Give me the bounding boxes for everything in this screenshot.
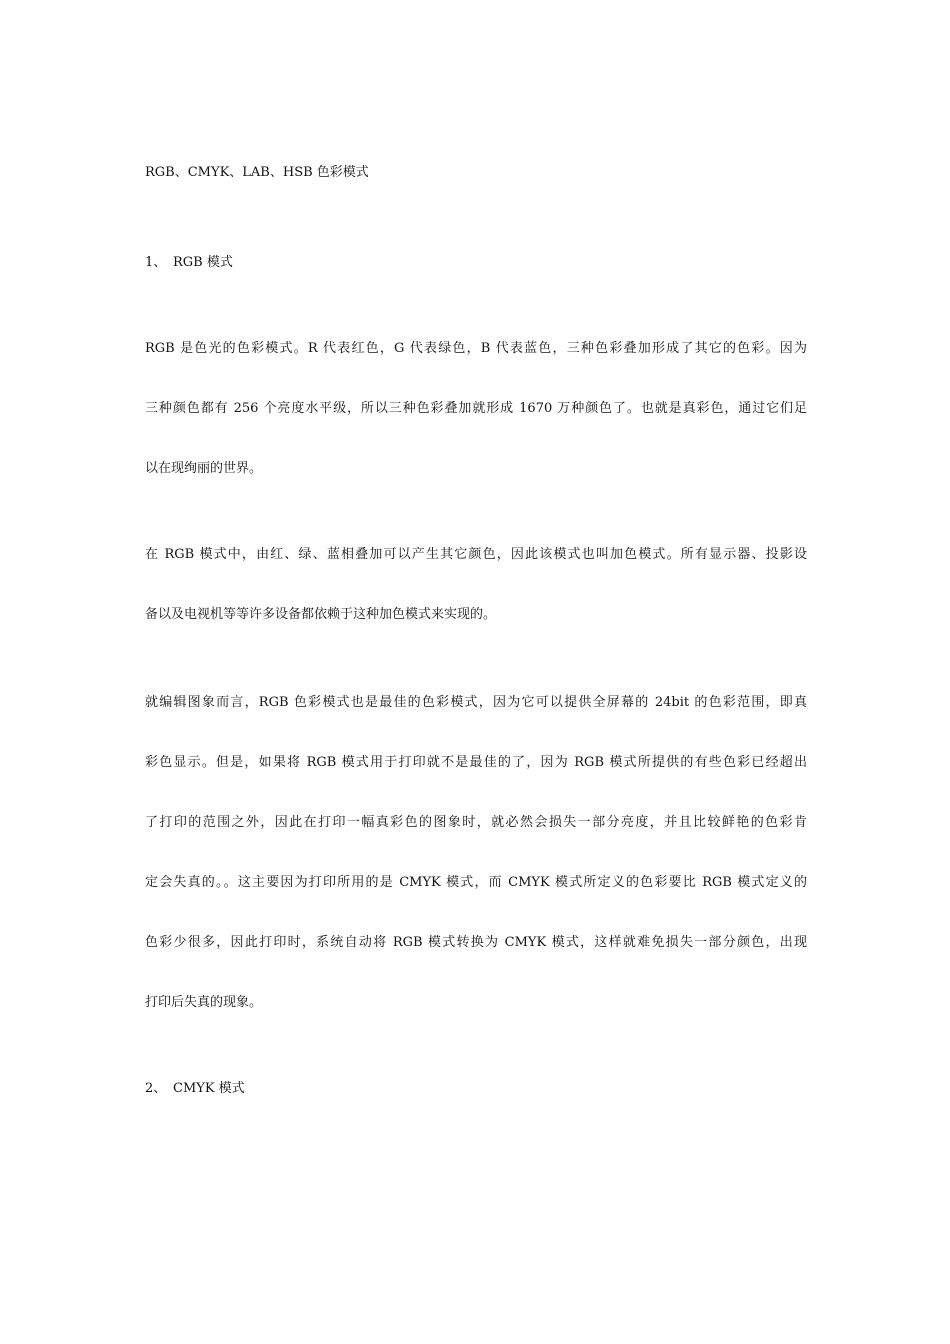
paragraph-3-line-6: 打印后失真的现象。 [145, 995, 263, 1010]
paragraph-3-line-2: 彩色显示。但是，如果将 RGB 模式用于打印就不是最佳的了，因为 RGB 模式所提供的有些色彩已经超出 [145, 755, 807, 770]
paragraph-3-line-1: 就编辑图象而言，RGB 色彩模式也是最佳的色彩模式，因为它可以提供全屏幕的 24bit 的色彩范围，即真 [145, 695, 807, 710]
paragraph-1-line-3: 以在现绚丽的世界。 [145, 461, 263, 476]
paragraph-1-line-1: RGB 是色光的色彩模式。R 代表红色，G 代表绿色，B 代表蓝色，三种色彩叠加形成了其它的色彩。因为 [145, 341, 807, 356]
paragraph-3-line-4: 定会失真的。。这主要因为打印所用的是 CMYK 模式，而 CMYK 模式所定义的色彩要比 RGB 模式定义的 [145, 875, 807, 890]
paragraph-2-line-2: 备以及电视机等等许多设备都依赖于这种加色模式来实现的。 [145, 607, 497, 622]
paragraph-1-line-2: 三种颜色都有 256 个亮度水平级，所以三种色彩叠加就形成 1670 万种颜色了。也就是真彩色，通过它们足 [145, 401, 807, 416]
section-1-title: RGB 模式 [173, 255, 233, 270]
section-2-title: CMYK 模式 [173, 1081, 245, 1096]
section-2-number: 2、 [145, 1081, 167, 1096]
paragraph-3-line-5: 色彩少很多，因此打印时，系统自动将 RGB 模式转换为 CMYK 模式，这样就难免损失一部分颜色，出现 [145, 935, 807, 950]
paragraph-3-line-3: 了打印的范围之外，因此在打印一幅真彩色的图象时，就必然会损失一部分亮度，并且比较鲜艳的色彩肯 [145, 815, 807, 830]
section-1-heading [145, 254, 233, 272]
document-title: RGB、CMYK、LAB、HSB 色彩模式 [145, 165, 369, 180]
section-2-heading [145, 1080, 245, 1098]
paragraph-2-line-1: 在 RGB 模式中，由红、绿、蓝相叠加可以产生其它颜色，因此该模式也叫加色模式。所有显示器、投影设 [145, 547, 807, 562]
section-1-number: 1、 [145, 255, 167, 270]
